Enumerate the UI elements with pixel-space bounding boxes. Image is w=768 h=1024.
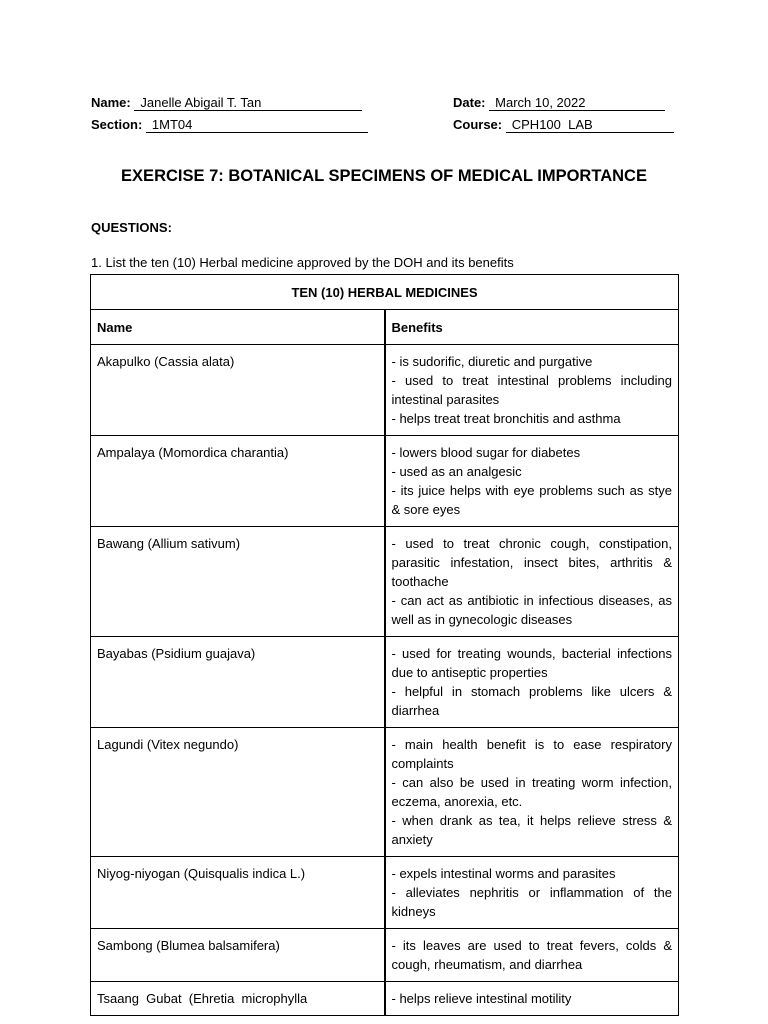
benefit-item: - can act as antibiotic in infectious diseases, as well as in gynecologic diseases <box>391 593 672 627</box>
date-label: Date: <box>453 95 486 110</box>
benefit-item: - when drank as tea, it helps relieve stress & anxiety <box>391 813 672 847</box>
benefit-item: - used to treat intestinal problems including intestinal parasites <box>391 373 672 407</box>
herb-benefits <box>385 857 679 929</box>
benefit-item: - main health benefit is to ease respiratory complaints <box>391 737 672 771</box>
benefit-item: - used as an analgesic <box>391 464 522 479</box>
herb-name: Ampalaya (Momordica charantia) <box>91 436 385 527</box>
name-value: Janelle Abigail T. Tan <box>134 95 362 111</box>
exercise-title: EXERCISE 7: BOTANICAL SPECIMENS OF MEDICAL IMPORTANCE <box>121 167 647 185</box>
table-row <box>91 637 679 728</box>
column-header-benefits: Benefits <box>385 310 679 345</box>
date-value: March 10, 2022 <box>489 95 665 111</box>
table-row <box>91 929 679 982</box>
table-row <box>91 857 679 929</box>
benefit-item: - lowers blood sugar for diabetes <box>391 445 581 460</box>
herb-name: Tsaang Gubat (Ehretia microphylla <box>91 982 385 1016</box>
benefit-item: - expels intestinal worms and parasites <box>391 866 616 881</box>
herb-benefits <box>385 345 679 436</box>
date-field <box>453 95 665 111</box>
herb-name: Bayabas (Psidium guajava) <box>91 637 385 728</box>
herbal-medicines-table <box>90 274 679 1016</box>
herb-name: Sambong (Blumea balsamifera) <box>91 929 385 982</box>
table-caption: TEN (10) HERBAL MEDICINES <box>91 275 679 310</box>
herb-name: Akapulko (Cassia alata) <box>91 345 385 436</box>
table-caption-row <box>91 275 679 310</box>
table-row <box>91 982 679 1016</box>
herb-name: Lagundi (Vitex negundo) <box>91 728 385 857</box>
herb-benefits <box>385 637 679 728</box>
table-row <box>91 728 679 857</box>
benefit-item: - helps relieve intestinal motility <box>391 991 572 1006</box>
benefit-item: - is sudorific, diuretic and purgative <box>391 354 593 369</box>
herb-benefits <box>385 728 679 857</box>
herb-benefits <box>385 436 679 527</box>
section-value: 1MT04 <box>146 117 368 133</box>
column-header-name: Name <box>91 310 385 345</box>
question-1: 1. List the ten (10) Herbal medicine approved by the DOH and its benefits <box>91 255 514 270</box>
herb-name: Bawang (Allium sativum) <box>91 527 385 637</box>
name-label: Name: <box>91 95 131 110</box>
benefit-item: - its leaves are used to treat fevers, colds & cough, rheumatism, and diarrhea <box>391 938 672 972</box>
herb-benefits <box>385 982 679 1016</box>
benefit-item: - can also be used in treating worm infection, eczema, anorexia, etc. <box>391 775 672 809</box>
benefit-item: - helps treat treat bronchitis and asthma <box>391 411 621 426</box>
course-label: Course: <box>453 117 503 132</box>
benefit-item: - its juice helps with eye problems such as stye & sore eyes <box>391 483 672 517</box>
questions-heading: QUESTIONS: <box>91 220 172 235</box>
herb-benefits <box>385 929 679 982</box>
table-header-row <box>91 310 679 345</box>
section-field <box>91 117 368 133</box>
herb-name: Niyog-niyogan (Quisqualis indica L.) <box>91 857 385 929</box>
course-value: CPH100 LAB <box>506 117 674 133</box>
table-row <box>91 345 679 436</box>
benefit-item: - alleviates nephritis or inflammation of the kidneys <box>391 885 672 919</box>
course-field <box>453 117 674 133</box>
table-row <box>91 527 679 637</box>
benefit-item: - used for treating wounds, bacterial infections due to antiseptic properties <box>391 646 672 680</box>
section-label: Section: <box>91 117 143 132</box>
benefit-item: - used to treat chronic cough, constipation, parasitic infestation, insect bites, arthritis & toothache <box>391 536 672 589</box>
table-row <box>91 436 679 527</box>
herb-benefits <box>385 527 679 637</box>
name-field <box>91 95 362 111</box>
benefit-item: - helpful in stomach problems like ulcers & diarrhea <box>391 684 672 718</box>
